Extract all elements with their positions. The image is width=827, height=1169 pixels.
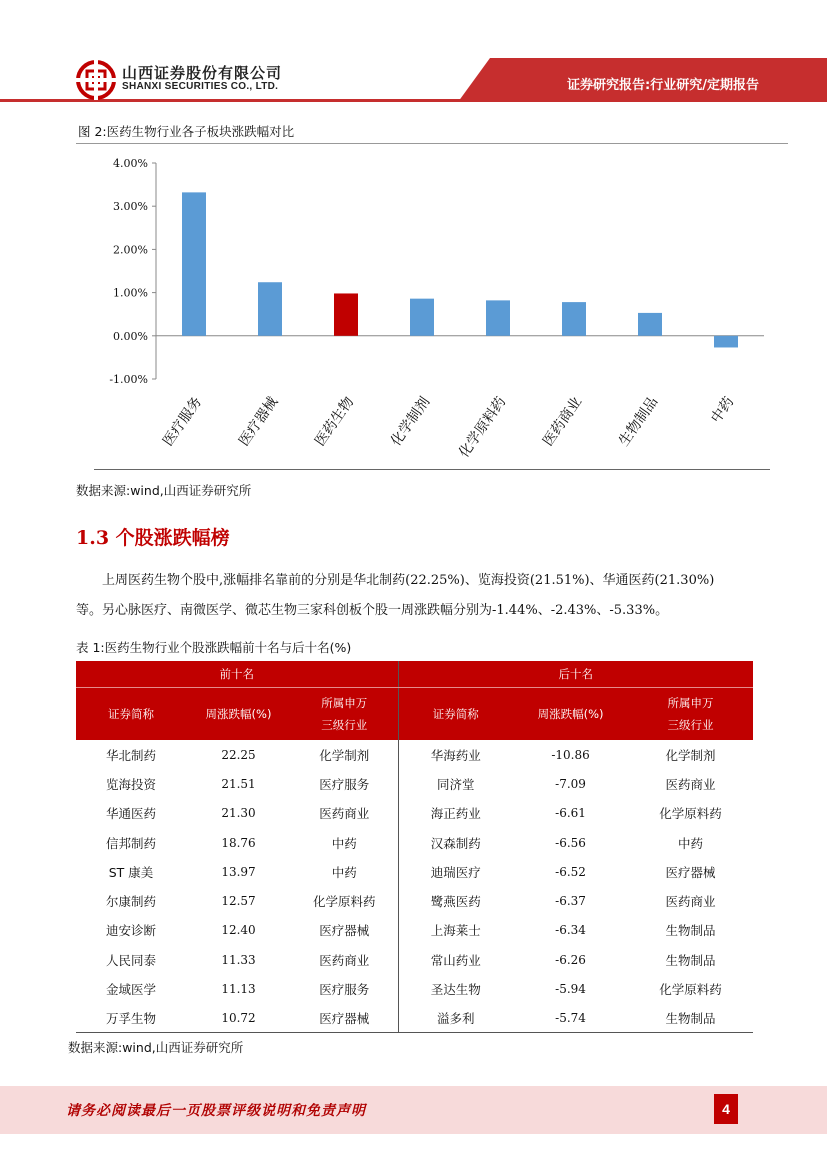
bar-3 — [334, 293, 358, 335]
table-row — [76, 945, 753, 974]
y-tick-label: 4.00% — [113, 157, 148, 170]
stock-name-cell: 华北制药 — [105, 747, 156, 763]
stock-name-cell: 上海莱士 — [430, 923, 481, 939]
y-tick-label: 1.00% — [113, 286, 148, 300]
weekly-change-cell: -10.86 — [551, 747, 590, 762]
industry-cell: 化学原料药 — [659, 982, 722, 998]
figure-caption: 图 2:医药生物行业各子板块涨跌幅对比 — [78, 124, 295, 139]
y-tick-label: 0.00% — [113, 329, 148, 343]
col-header-change: 周涨跌幅(%) — [513, 687, 628, 740]
industry-cell: 医疗器械 — [291, 916, 398, 945]
weekly-change-cell: 18.76 — [221, 835, 256, 850]
page-number: 4 — [714, 1094, 738, 1124]
weekly-change-cell: 10.72 — [186, 1004, 291, 1033]
table-row — [76, 769, 753, 798]
figure-top-rule — [76, 143, 788, 144]
industry-cell: 医药商业 — [665, 776, 716, 792]
stock-name-cell: ST 康美 — [108, 864, 154, 880]
col-header-industry — [291, 687, 398, 740]
sector-change-bar-chart — [94, 146, 784, 468]
stock-name-cell: 迪瑞医疗 — [430, 864, 481, 880]
industry-cell: 化学制剂 — [291, 740, 398, 769]
stock-name-cell: 汉森制药 — [430, 835, 481, 851]
x-tick-label: 医疗服务 — [160, 394, 206, 450]
stock-name-cell: 常山药业 — [430, 952, 481, 968]
stock-name-cell: 尔康制药 — [105, 894, 156, 910]
industry-cell: 医疗服务 — [291, 769, 398, 798]
x-tick-label: 化学原料药 — [456, 394, 510, 461]
stock-name-cell: 信邦制药 — [105, 835, 156, 851]
weekly-change-cell: 11.33 — [221, 952, 256, 967]
y-tick-label: 3.00% — [113, 200, 148, 214]
weekly-change-cell: 12.57 — [221, 894, 256, 909]
stock-name-cell: 华海药业 — [430, 747, 481, 763]
group-header-bottom: 后十名 — [398, 661, 753, 687]
figure-bottom-rule — [94, 469, 770, 470]
col-header-industry-line2: 三级行业 — [667, 717, 714, 732]
page-footer — [0, 1086, 827, 1134]
table-source: 数据来源:wind,山西证券研究所 — [68, 1040, 244, 1055]
industry-cell: 医疗服务 — [291, 974, 398, 1003]
col-header-industry — [628, 687, 753, 740]
stock-name-cell: 金域医学 — [105, 982, 156, 998]
weekly-change-cell: -6.61 — [555, 806, 586, 821]
weekly-change-cell: 12.40 — [221, 923, 256, 938]
bar-5 — [486, 300, 510, 335]
weekly-change-cell: 13.97 — [221, 864, 256, 879]
table-row — [76, 1004, 753, 1033]
y-tick-label: -1.00% — [109, 373, 148, 386]
stock-name-cell: 同济堂 — [437, 776, 475, 792]
weekly-change-cell: -5.94 — [555, 982, 586, 997]
x-tick-label: 生物制品 — [616, 394, 662, 450]
group-header-top: 前十名 — [76, 661, 398, 687]
industry-cell: 生物制品 — [665, 952, 716, 968]
table-row — [76, 857, 753, 886]
bar-6 — [562, 302, 586, 336]
company-logo-icon — [76, 60, 116, 100]
industry-cell: 医药商业 — [665, 894, 716, 910]
weekly-change-cell: 22.25 — [221, 747, 256, 762]
weekly-change-cell: -7.09 — [555, 776, 586, 791]
stock-name-cell: 览海投资 — [105, 776, 156, 792]
bar-7 — [638, 313, 662, 336]
page-header — [0, 0, 827, 102]
stock-name-cell: 溢多利 — [398, 1004, 513, 1033]
table-row — [76, 799, 753, 828]
col-header-change: 周涨跌幅(%) — [186, 687, 291, 740]
col-header-industry-line1: 所属申万 — [321, 695, 368, 710]
weekly-change-cell: -6.26 — [555, 952, 586, 967]
stock-name-cell: 万孚生物 — [76, 1004, 186, 1033]
col-header-name: 证券简称 — [398, 687, 513, 740]
industry-cell: 医药商业 — [291, 799, 398, 828]
industry-cell: 生物制品 — [628, 1004, 753, 1033]
weekly-change-cell: -6.56 — [555, 835, 586, 850]
industry-cell: 医疗器械 — [665, 864, 716, 880]
industry-cell: 生物制品 — [665, 923, 716, 939]
weekly-change-cell: -6.52 — [555, 864, 586, 879]
weekly-change-cell: 21.51 — [221, 776, 256, 791]
company-name-en: SHANXI SECURITIES CO., LTD. — [122, 81, 279, 92]
section-title: 1.3 个股涨跌幅榜 — [76, 527, 230, 549]
y-tick-label: 2.00% — [113, 243, 148, 257]
col-header-industry-line2: 三级行业 — [321, 717, 368, 732]
industry-cell: 医疗器械 — [291, 1004, 398, 1033]
col-header-industry-line1: 所属申万 — [667, 695, 714, 710]
weekly-change-cell: 11.13 — [221, 982, 256, 997]
table-row — [76, 886, 753, 915]
weekly-change-cell: -5.74 — [513, 1004, 628, 1033]
x-tick-label: 中药 — [708, 394, 738, 427]
bar-1 — [182, 192, 206, 335]
table-caption: 表 1:医药生物行业个股涨跌幅前十名与后十名(%) — [76, 640, 352, 655]
ranking-table — [76, 661, 753, 1033]
x-tick-label: 医疗器械 — [236, 394, 282, 450]
bar-2 — [258, 282, 282, 336]
report-type: 证券研究报告:行业研究/定期报告 — [567, 78, 759, 93]
figure-source: 数据来源:wind,山西证券研究所 — [76, 483, 252, 498]
stock-name-cell: 圣达生物 — [430, 982, 481, 998]
industry-cell: 中药 — [678, 835, 704, 851]
stock-name-cell: 鹭燕医药 — [430, 894, 481, 910]
company-name-cn: 山西证券股份有限公司 — [122, 64, 283, 82]
disclaimer-text: 请务必阅读最后一页股票评级说明和免责声明 — [66, 1103, 366, 1119]
bar-4 — [410, 299, 434, 336]
industry-cell: 化学制剂 — [665, 747, 716, 763]
stock-name-cell: 海正药业 — [430, 806, 481, 822]
x-tick-label: 医药生物 — [312, 394, 358, 450]
col-header-name: 证券简称 — [76, 687, 186, 740]
industry-cell: 医药商业 — [291, 945, 398, 974]
industry-cell: 中药 — [291, 857, 398, 886]
x-tick-label: 医药商业 — [540, 394, 586, 450]
table-row — [76, 828, 753, 857]
stock-name-cell: 迪安诊断 — [105, 923, 156, 939]
paragraph-line-1: 上周医药生物个股中,涨幅排名靠前的分别是华北制药(22.25%)、览海投资(21.51%)、华通医药(21.30%) — [102, 573, 715, 588]
x-tick-label: 化学制剂 — [388, 394, 434, 450]
bar-8 — [714, 336, 738, 348]
table-row — [76, 740, 753, 769]
paragraph-line-2: 等。另心脉医疗、南微医学、微芯生物三家科创板个股一周涨跌幅分别为-1.44%、-2.43%、-5.33%。 — [76, 603, 669, 618]
weekly-change-cell: 21.30 — [221, 806, 256, 821]
stock-name-cell: 华通医药 — [105, 806, 156, 822]
industry-cell: 化学原料药 — [291, 886, 398, 915]
industry-cell: 中药 — [291, 828, 398, 857]
table-row — [76, 974, 753, 1003]
table-row — [76, 916, 753, 945]
stock-name-cell: 人民同泰 — [105, 952, 156, 968]
weekly-change-cell: -6.34 — [555, 923, 586, 938]
industry-cell: 化学原料药 — [659, 806, 722, 822]
weekly-change-cell: -6.37 — [555, 894, 586, 909]
